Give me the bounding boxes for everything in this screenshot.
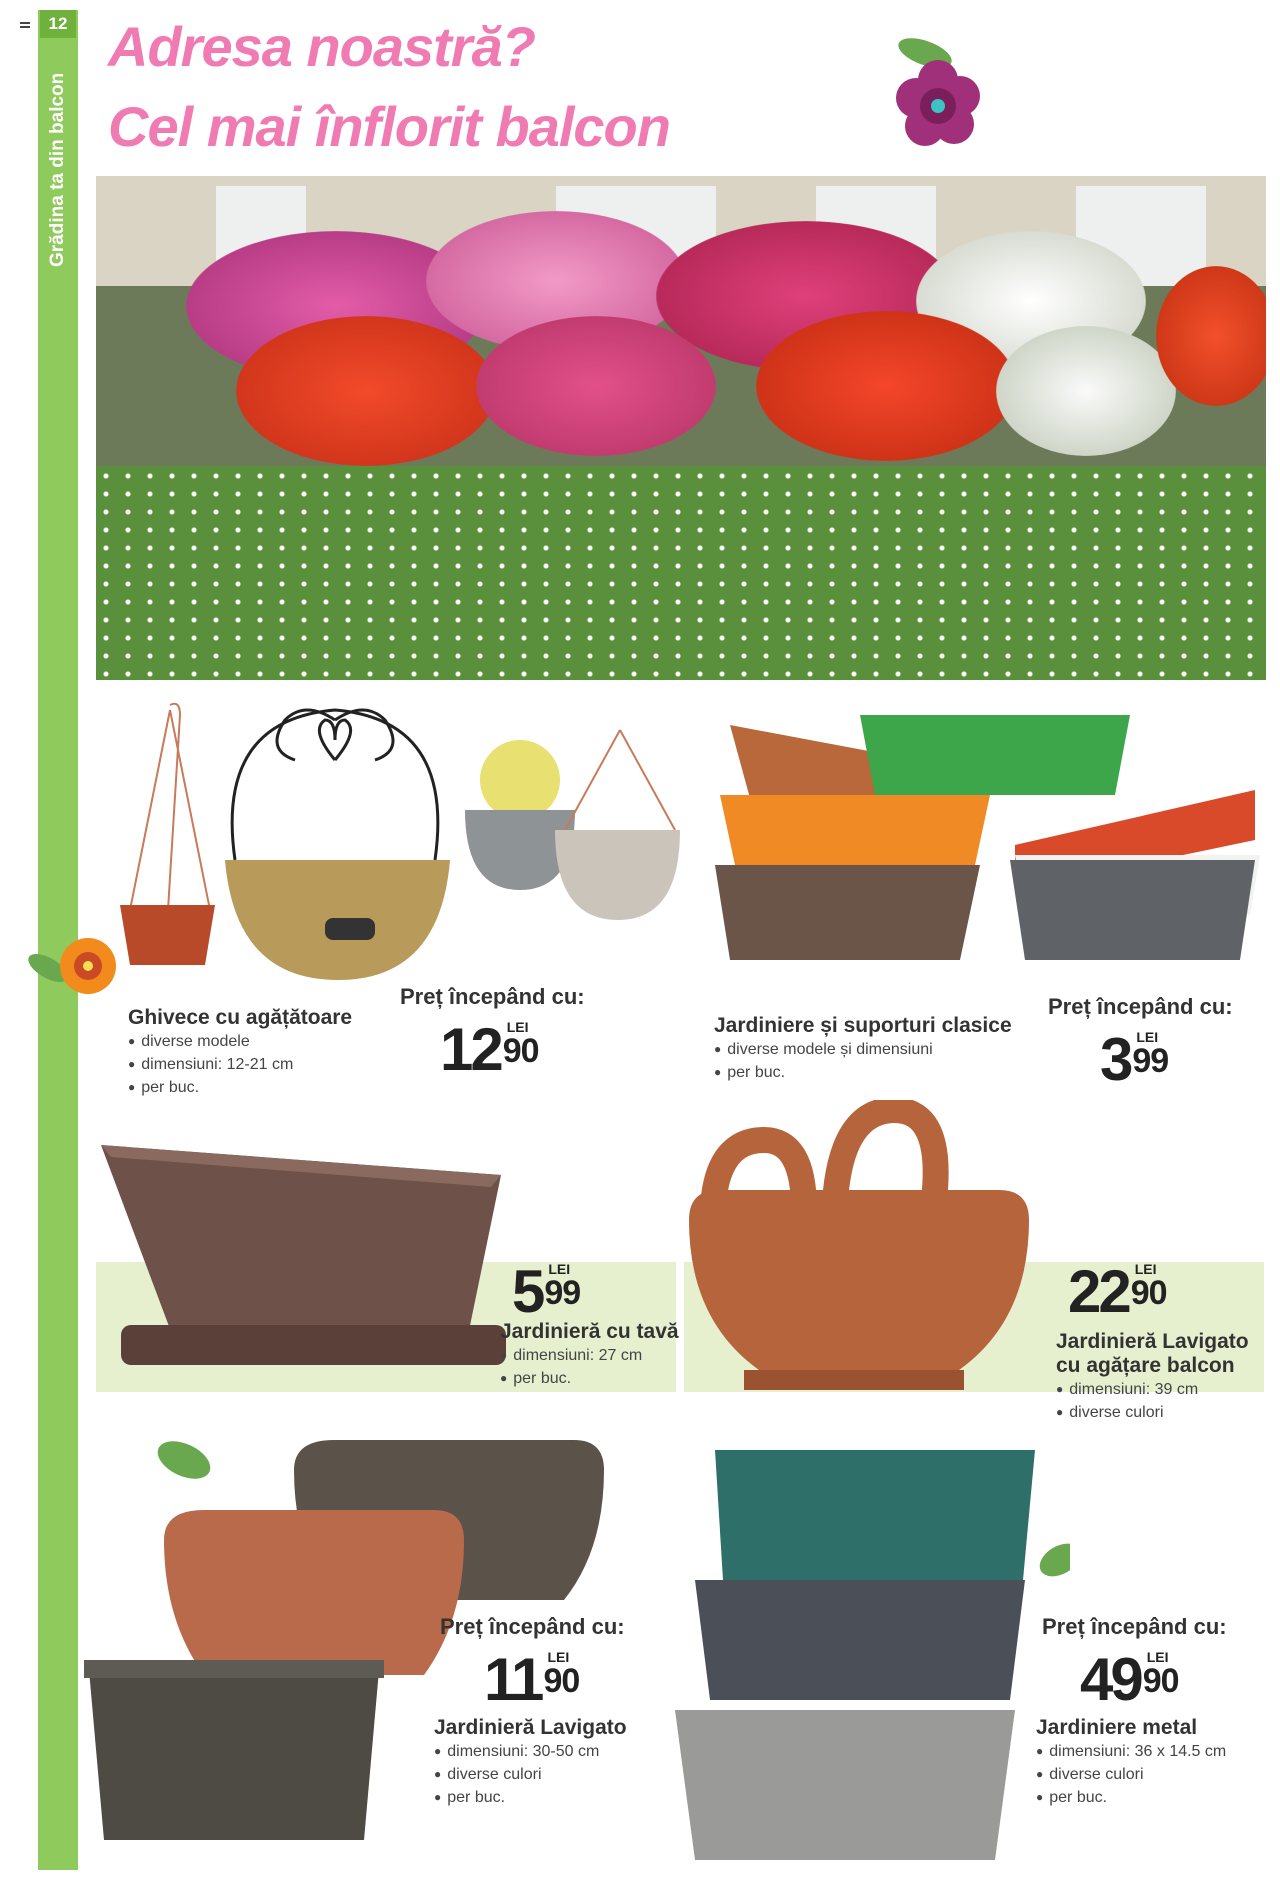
bullet: ● diverse culori xyxy=(1036,1763,1226,1786)
product-title: Jardinieră Lavigato xyxy=(434,1716,627,1739)
bullet: ● diverse modele xyxy=(128,1030,352,1053)
price-int: 49 xyxy=(1080,1646,1141,1713)
product-info xyxy=(128,1006,352,1099)
price xyxy=(440,1016,539,1083)
headline-line-1: Adresa noastră? xyxy=(108,15,535,78)
price-int: 11 xyxy=(484,1646,542,1713)
product-title: Jardinieră cu tavă xyxy=(500,1320,679,1343)
product-title: Jardinieră Lavigato cu agățare balcon xyxy=(1056,1330,1249,1377)
currency: LEI xyxy=(506,1019,529,1035)
price xyxy=(1100,1026,1169,1093)
price-dec: 90 xyxy=(1142,1662,1179,1700)
bullet: ● dimensiuni: 30-50 cm xyxy=(434,1740,627,1763)
flower-badge-icon xyxy=(880,28,990,158)
price xyxy=(1068,1258,1167,1325)
bullet: ● per buc. xyxy=(1036,1786,1226,1809)
bullet: ● diverse culori xyxy=(1056,1401,1266,1424)
product-info xyxy=(714,1014,1012,1084)
product-info xyxy=(1036,1716,1226,1809)
currency: LEI xyxy=(1134,1261,1157,1277)
product-info xyxy=(434,1716,627,1809)
bullet: ● per buc. xyxy=(128,1076,352,1099)
product-info xyxy=(500,1320,679,1390)
flower-icon xyxy=(26,932,122,1002)
price-dec: 90 xyxy=(543,1662,580,1700)
price-label: Preț începând cu: xyxy=(400,984,585,1009)
section-title: Grădina ta din balcon xyxy=(47,72,68,268)
menu-icon[interactable] xyxy=(20,22,30,32)
price-label: Preț începând cu: xyxy=(1042,1614,1227,1639)
bullet: ● diverse culori xyxy=(434,1763,627,1786)
balcony-hook-planter-image xyxy=(684,1100,1044,1410)
currency: LEI xyxy=(1146,1649,1169,1665)
product-title: Jardiniere și suporturi clasice xyxy=(714,1014,1012,1037)
product-info xyxy=(1056,1330,1266,1424)
price xyxy=(1080,1646,1179,1713)
hanging-pots-image xyxy=(110,700,680,1000)
metal-planters-image xyxy=(670,1430,1070,1870)
bullet: ● per buc. xyxy=(714,1061,1012,1084)
bullet: ● dimensiuni: 39 cm xyxy=(1056,1378,1266,1401)
price xyxy=(484,1646,580,1713)
page-number: 12 xyxy=(40,10,76,38)
price xyxy=(512,1258,581,1325)
bullet: ● per buc. xyxy=(434,1786,627,1809)
price-dec: 90 xyxy=(1130,1274,1167,1312)
balcony-flowers-photo xyxy=(96,176,1266,680)
price-int: 3 xyxy=(1100,1026,1131,1093)
bullet: ● per buc. xyxy=(500,1367,679,1390)
headline-line-2: Cel mai înflorit balcon xyxy=(108,95,670,158)
currency: LEI xyxy=(1136,1029,1159,1045)
currency: LEI xyxy=(548,1261,571,1277)
bullet: ● dimensiuni: 36 x 14.5 cm xyxy=(1036,1740,1226,1763)
price-label: Preț începând cu: xyxy=(1048,994,1233,1019)
product-title: Jardiniere metal xyxy=(1036,1716,1198,1739)
price-dec: 99 xyxy=(544,1274,581,1312)
product-title: Ghivece cu agățătoare xyxy=(128,1006,353,1029)
planter-with-tray-image xyxy=(96,1130,526,1380)
price-dec: 99 xyxy=(1132,1042,1169,1080)
price-int: 22 xyxy=(1068,1258,1129,1325)
price-dec: 90 xyxy=(502,1032,539,1070)
classic-planters-image xyxy=(710,705,1260,975)
price-int: 5 xyxy=(512,1258,543,1325)
price-int: 12 xyxy=(440,1016,501,1083)
currency: LEI xyxy=(547,1649,570,1665)
bullet: ● dimensiuni: 27 cm xyxy=(500,1344,679,1367)
bullet: ● dimensiuni: 12-21 cm xyxy=(128,1053,352,1076)
bullet: ● diverse modele și dimensiuni xyxy=(714,1038,1012,1061)
price-label: Preț începând cu: xyxy=(440,1614,625,1639)
